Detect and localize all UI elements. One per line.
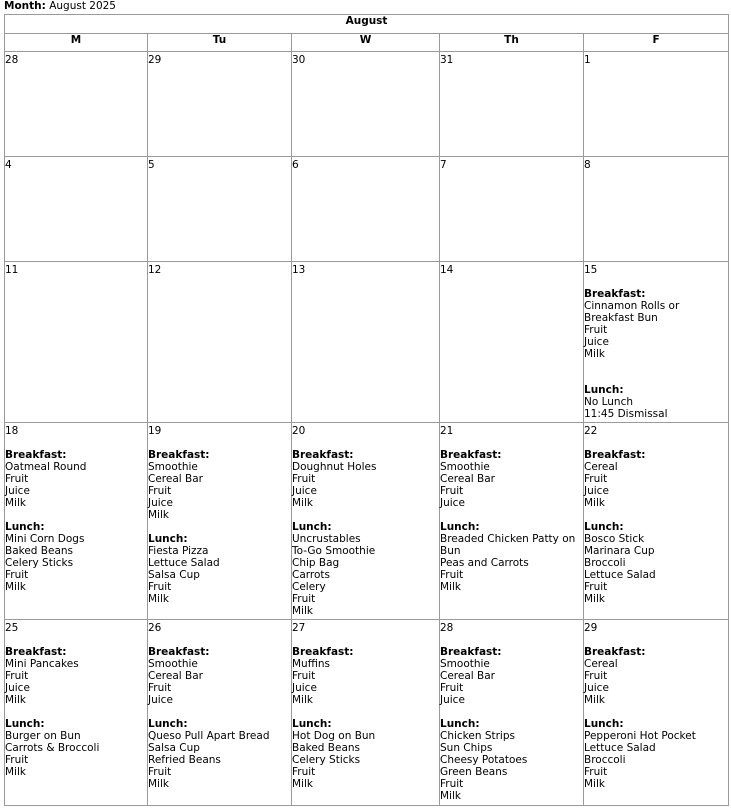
day-number: 7 (440, 159, 447, 171)
menu-item: Breaded Chicken Patty on (440, 533, 576, 545)
menu-item: Fruit (440, 778, 464, 790)
menu-item: Smoothie (148, 658, 198, 670)
day-number: 5 (148, 159, 155, 171)
day-cell (584, 620, 729, 806)
menu-item: Chicken Strips (440, 730, 515, 742)
menu-item: To-Go Smoothie (292, 545, 376, 557)
menu-item: Milk (148, 593, 169, 605)
breakfast-block (292, 449, 439, 509)
menu-item: Milk (440, 790, 461, 802)
menu-item: Smoothie (148, 461, 198, 473)
day-number: 31 (440, 54, 454, 66)
breakfast-label: Breakfast: (584, 646, 646, 658)
day-cell (584, 157, 729, 262)
menu-item: Green Beans (440, 766, 508, 778)
day-number: 4 (5, 159, 12, 171)
lunch-block (292, 718, 439, 790)
menu-item: Milk (292, 605, 313, 617)
lunch-label: Lunch: (148, 533, 188, 545)
lunch-label: Lunch: (440, 521, 480, 533)
weekday-header: Th (440, 34, 584, 52)
breakfast-block (440, 646, 583, 706)
breakfast-block (5, 646, 147, 706)
day-cell (5, 157, 148, 262)
menu-item: Fruit (5, 569, 29, 581)
day-cell (440, 52, 584, 157)
calendar-title: August (5, 15, 729, 34)
menu-item: Fruit (148, 581, 172, 593)
lunch-block (5, 521, 147, 593)
menu-item: Milk (584, 694, 605, 706)
menu-item: Marinara Cup (584, 545, 655, 557)
day-number: 29 (584, 622, 598, 634)
menu-item: Fruit (440, 485, 464, 497)
menu-item: Milk (584, 497, 605, 509)
menu-item: Milk (584, 778, 605, 790)
day-number: 28 (5, 54, 19, 66)
menu-item: Milk (5, 766, 26, 778)
day-cell (148, 620, 292, 806)
day-cell (5, 423, 148, 620)
menu-item: Juice (440, 694, 465, 706)
breakfast-block (148, 646, 291, 706)
lunch-block (440, 718, 583, 802)
day-cell (292, 262, 440, 423)
menu-item: Fruit (5, 754, 29, 766)
day-number: 28 (440, 622, 454, 634)
menu-item: Uncrustables (292, 533, 361, 545)
menu-item: Fruit (440, 569, 464, 581)
weekday-header: F (584, 34, 729, 52)
week-row (5, 620, 729, 806)
breakfast-label: Breakfast: (584, 288, 646, 300)
menu-item: Queso Pull Apart Bread (148, 730, 270, 742)
day-number: 22 (584, 425, 598, 437)
menu-item: Hot Dog on Bun (292, 730, 376, 742)
day-cell (5, 262, 148, 423)
lunch-block (5, 718, 147, 778)
breakfast-block (5, 449, 147, 509)
menu-item: Burger on Bun (5, 730, 81, 742)
menu-item: Celery Sticks (292, 754, 361, 766)
lunch-block (292, 521, 439, 617)
breakfast-label: Breakfast: (440, 449, 502, 461)
breakfast-label: Breakfast: (584, 449, 646, 461)
menu-item: Baked Beans (5, 545, 74, 557)
menu-item: Fruit (292, 593, 316, 605)
menu-item: Fruit (292, 473, 316, 485)
menu-item: Fruit (292, 670, 316, 682)
month-line (0, 0, 731, 14)
lunch-label: Lunch: (5, 718, 45, 730)
week-row (5, 157, 729, 262)
day-number: 30 (292, 54, 306, 66)
menu-item: 11:45 Dismissal (584, 408, 668, 420)
breakfast-block (584, 288, 728, 360)
menu-item: Smoothie (440, 658, 490, 670)
day-number: 6 (292, 159, 299, 171)
menu-item: Smoothie (440, 461, 490, 473)
menu-item: Cereal Bar (440, 670, 495, 682)
menu-item: Carrots & Broccoli (5, 742, 100, 754)
day-number: 25 (5, 622, 19, 634)
breakfast-block (584, 449, 728, 509)
day-cell (292, 157, 440, 262)
lunch-label: Lunch: (292, 521, 332, 533)
menu-item: Juice (148, 497, 173, 509)
day-number: 18 (5, 425, 19, 437)
day-cell (440, 620, 584, 806)
lunch-label: Lunch: (584, 718, 624, 730)
lunch-block (440, 521, 583, 593)
week-row (5, 423, 729, 620)
menu-item: Cereal Bar (440, 473, 495, 485)
menu-item: Pepperoni Hot Pocket (584, 730, 696, 742)
day-number: 11 (5, 264, 19, 276)
menu-item: No Lunch (584, 396, 634, 408)
day-cell (440, 157, 584, 262)
lunch-label: Lunch: (440, 718, 480, 730)
day-cell (148, 262, 292, 423)
menu-item: Milk (5, 497, 26, 509)
menu-item: Carrots (292, 569, 330, 581)
day-number: 15 (584, 264, 598, 276)
month-value: August 2025 (49, 0, 116, 12)
menu-item: Juice (5, 682, 30, 694)
breakfast-block (292, 646, 439, 706)
day-number: 1 (584, 54, 591, 66)
menu-item: Sun Chips (440, 742, 493, 754)
menu-item: Cheesy Potatoes (440, 754, 528, 766)
menu-item: Milk (148, 778, 169, 790)
menu-item: Lettuce Salad (148, 557, 220, 569)
menu-item: Milk (584, 593, 605, 605)
day-number: 19 (148, 425, 162, 437)
menu-item: Juice (584, 682, 609, 694)
day-number: 12 (148, 264, 162, 276)
lunch-label: Lunch: (148, 718, 188, 730)
day-cell (440, 262, 584, 423)
menu-item: Milk (292, 694, 313, 706)
week-row (5, 52, 729, 157)
breakfast-label: Breakfast: (292, 646, 354, 658)
menu-item: Bosco Stick (584, 533, 645, 545)
menu-item: Muffins (292, 658, 330, 670)
menu-item: Juice (584, 485, 609, 497)
week-row (5, 262, 729, 423)
day-number: 20 (292, 425, 306, 437)
day-number: 26 (148, 622, 162, 634)
breakfast-block (148, 449, 291, 521)
menu-item: Fruit (5, 473, 29, 485)
menu-item: Milk (440, 581, 461, 593)
day-cell (440, 423, 584, 620)
breakfast-label: Breakfast: (5, 646, 67, 658)
day-number: 13 (292, 264, 306, 276)
menu-item: Juice (292, 682, 317, 694)
day-cell (292, 620, 440, 806)
day-number: 8 (584, 159, 591, 171)
breakfast-label: Breakfast: (440, 646, 502, 658)
menu-item: Cinnamon Rolls or (584, 300, 680, 312)
menu-item: Chip Bag (292, 557, 340, 569)
menu-item: Fruit (584, 766, 608, 778)
breakfast-block (440, 449, 583, 509)
weekday-header: Tu (148, 34, 292, 52)
day-cell (584, 423, 729, 620)
breakfast-label: Breakfast: (292, 449, 354, 461)
menu-item: Lettuce Salad (584, 569, 656, 581)
breakfast-label: Breakfast: (148, 646, 210, 658)
menu-item: Fruit (5, 670, 29, 682)
day-cell (5, 620, 148, 806)
menu-item: Fiesta Pizza (148, 545, 209, 557)
menu-item: Doughnut Holes (292, 461, 377, 473)
menu-item: Juice (292, 485, 317, 497)
menu-item: Milk (584, 348, 605, 360)
menu-item: Peas and Carrots (440, 557, 529, 569)
day-number: 14 (440, 264, 454, 276)
lunch-label: Lunch: (5, 521, 45, 533)
lunch-block (584, 718, 728, 790)
menu-item: Breakfast Bun (584, 312, 658, 324)
day-cell (5, 52, 148, 157)
menu-item: Milk (292, 497, 313, 509)
menu-item: Fruit (440, 682, 464, 694)
menu-item: Baked Beans (292, 742, 361, 754)
menu-item: Bun (440, 545, 461, 557)
menu-item: Juice (584, 336, 609, 348)
menu-item: Fruit (292, 766, 316, 778)
day-number: 21 (440, 425, 454, 437)
menu-item: Mini Corn Dogs (5, 533, 85, 545)
menu-item: Milk (148, 509, 169, 521)
day-cell (584, 262, 729, 423)
menu-item: Juice (148, 694, 173, 706)
menu-item: Mini Pancakes (5, 658, 79, 670)
month-label: Month: (4, 0, 46, 12)
menu-item: Cereal (584, 658, 618, 670)
menu-item: Salsa Cup (148, 742, 200, 754)
lunch-block (148, 533, 291, 605)
menu-item: Oatmeal Round (5, 461, 87, 473)
menu-item: Refried Beans (148, 754, 221, 766)
menu-item: Celery (292, 581, 326, 593)
breakfast-label: Breakfast: (148, 449, 210, 461)
day-cell (148, 423, 292, 620)
menu-item: Cereal Bar (148, 670, 203, 682)
breakfast-block (584, 646, 728, 706)
menu-item: Fruit (148, 682, 172, 694)
menu-item: Celery Sticks (5, 557, 74, 569)
menu-item: Cereal Bar (148, 473, 203, 485)
menu-item: Fruit (584, 581, 608, 593)
menu-item: Cereal (584, 461, 618, 473)
menu-item: Fruit (584, 473, 608, 485)
menu-item: Broccoli (584, 557, 626, 569)
menu-item: Juice (5, 485, 30, 497)
weekday-header: W (292, 34, 440, 52)
lunch-label: Lunch: (584, 384, 624, 396)
menu-item: Milk (292, 778, 313, 790)
lunch-block (148, 718, 291, 790)
lunch-label: Lunch: (584, 521, 624, 533)
menu-item: Lettuce Salad (584, 742, 656, 754)
day-cell (148, 157, 292, 262)
menu-item: Milk (5, 694, 26, 706)
menu-item: Milk (5, 581, 26, 593)
day-cell (292, 423, 440, 620)
lunch-label: Lunch: (292, 718, 332, 730)
menu-item: Salsa Cup (148, 569, 200, 581)
menu-item: Broccoli (584, 754, 626, 766)
menu-calendar (4, 14, 729, 806)
day-cell (584, 52, 729, 157)
day-cell (292, 52, 440, 157)
day-cell (148, 52, 292, 157)
day-number: 29 (148, 54, 162, 66)
menu-item: Fruit (148, 766, 172, 778)
lunch-block (584, 521, 728, 605)
weekday-header: M (5, 34, 148, 52)
menu-item: Fruit (584, 324, 608, 336)
menu-item: Fruit (148, 485, 172, 497)
menu-item: Fruit (584, 670, 608, 682)
day-number: 27 (292, 622, 306, 634)
breakfast-label: Breakfast: (5, 449, 67, 461)
lunch-block (584, 384, 728, 420)
menu-item: Juice (440, 497, 465, 509)
